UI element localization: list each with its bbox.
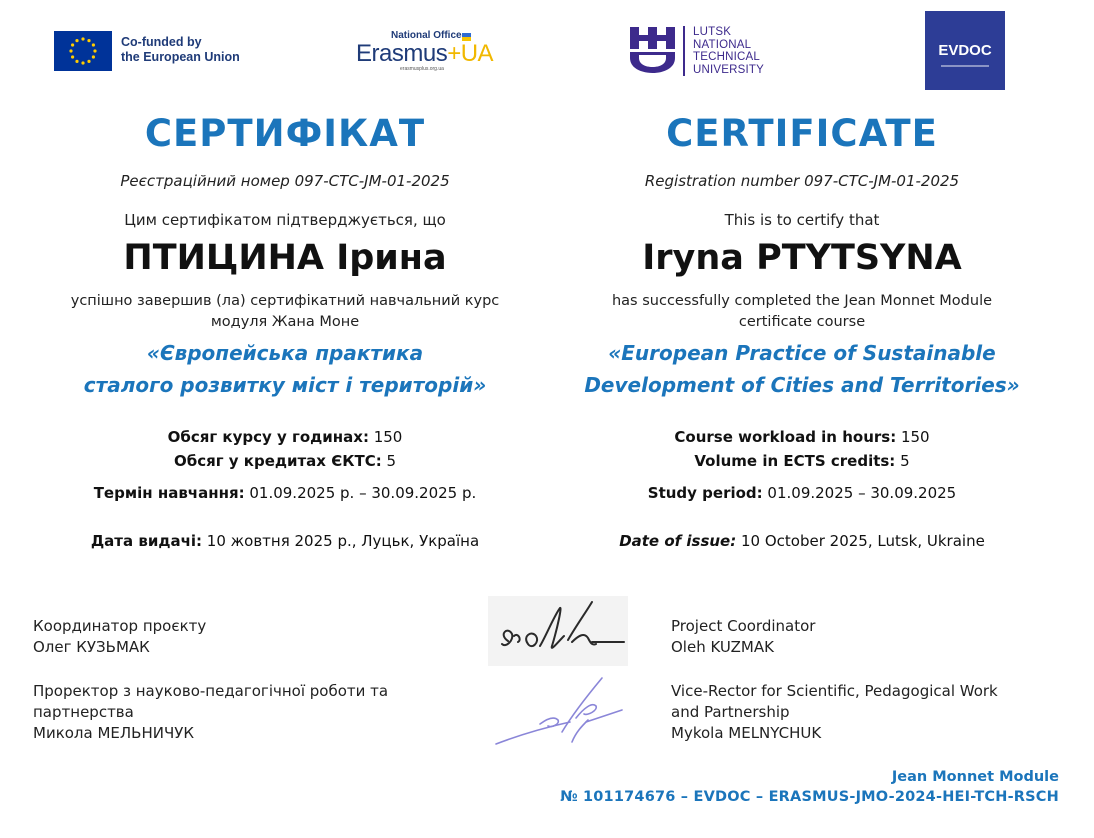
certify-text-ua: Цим сертифікатом підтверджується, що (124, 211, 446, 229)
registration-number-ua: Реєстраційний номер 097-CTC-JM-01-2025 (120, 172, 450, 190)
lntu-emblem-icon (628, 25, 678, 75)
completion-text-ua: успішно завершив (ла) сертифікатний навчальний курс модуля Жана Моне (70, 293, 500, 330)
eu-cofunded-text: Co-funded by the European Union (121, 35, 240, 64)
study-period-en: Study period: 01.09.2025 – 30.09.2025 (647, 484, 957, 502)
course-title-ua: «Європейська практика сталого розвитку міст і територій» (83, 341, 487, 397)
workload-en: Course workload in hours: 150 Volume in ECTS credits: 5 (674, 428, 930, 470)
issue-date-ua: Дата видачі: 10 жовтня 2025 р., Луцьк, Україна (90, 532, 480, 550)
recipient-name-en: Iryna PTYTSYNA (642, 238, 962, 278)
lntu-divider (683, 26, 685, 76)
jean-monnet-module-label: Jean Monnet Module (891, 769, 1059, 785)
title-ukrainian: СЕРТИФІКАТ (144, 112, 426, 155)
lntu-name: LUTSK NATIONAL TECHNICAL UNIVERSITY (693, 26, 765, 76)
vicerector-ua: Проректор з науково-педагогічної роботи та партнерства Микола МЕЛЬНИЧУК (33, 682, 389, 742)
completion-text-en: has successfully completed the Jean Monnet Module certificate course (611, 293, 993, 330)
issue-date-en: Date of issue: 10 October 2025, Lutsk, Ukraine (619, 532, 985, 550)
course-title-en: «European Practice of Sustainable Development of Cities and Territories» (584, 341, 1020, 397)
vicerector-en: Vice-Rector for Scientific, Pedagogical Work and Partnership Mykola MELNYCHUK (671, 682, 998, 742)
erasmus-ua-logo: National Office Erasmus+UA erasmusplus.org.ua (356, 30, 494, 72)
study-period-ua: Термін навчання: 01.09.2025 р. – 30.09.2025 р. (93, 484, 477, 502)
certify-text-en: This is to certify that (724, 211, 880, 229)
workload-ua: Обсяг курсу у годинах: 150 Обсяг у кредитах ЄКТС: 5 (167, 428, 403, 470)
recipient-name-ua: ПТИЦИНА Ірина (123, 238, 447, 278)
title-english: CERTIFICATE (666, 112, 938, 155)
coordinator-signature (488, 596, 628, 666)
evdoc-logo: EVDOC (925, 11, 1005, 90)
eu-flag-logo (54, 31, 112, 71)
registration-number-en: Registration number 097-CTC-JM-01-2025 (644, 172, 960, 190)
vicerector-signature (492, 672, 628, 750)
coordinator-ua: Координатор проєкту Олег КУЗЬМАК (33, 617, 207, 656)
project-number: № 101174676 – EVDOC – ERASMUS-JMO-2024-HEI-TCH-RSCH (560, 789, 1059, 805)
coordinator-en: Project Coordinator Oleh KUZMAK (671, 617, 816, 656)
